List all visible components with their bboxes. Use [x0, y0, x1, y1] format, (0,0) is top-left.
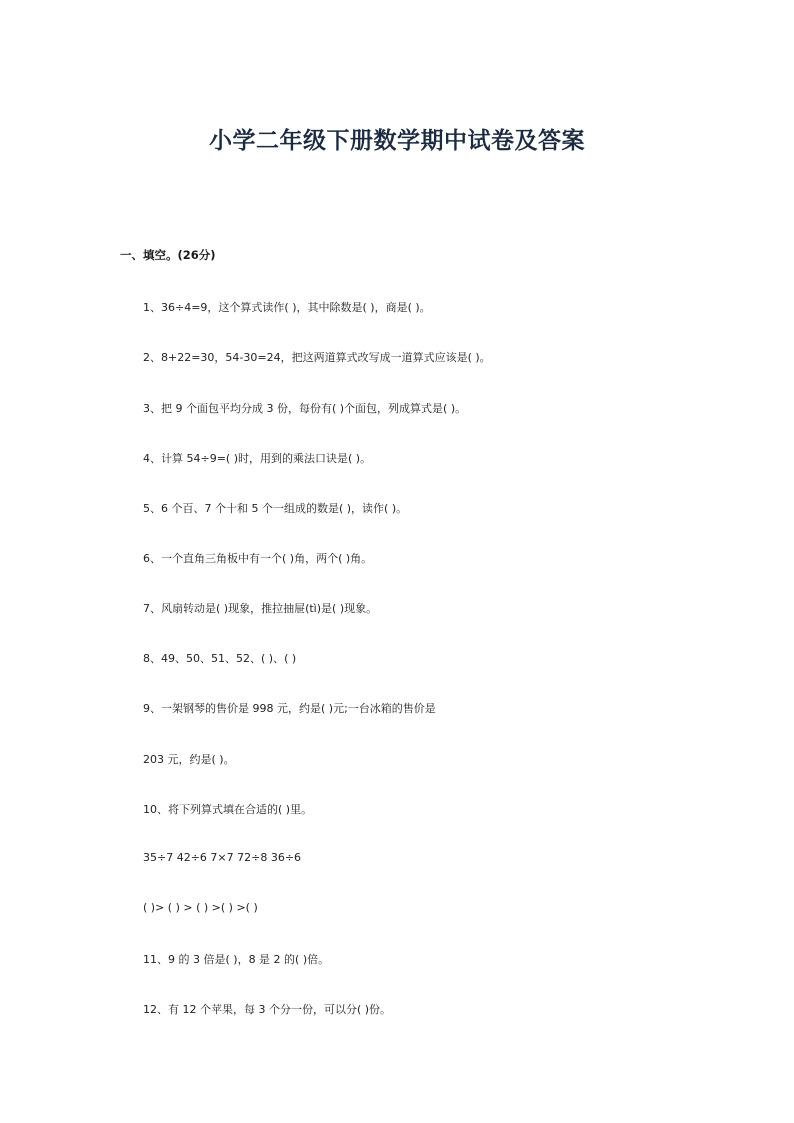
question-line: 35÷7 42÷6 7×7 72÷8 36÷6: [143, 851, 302, 864]
question-line: 8、49、50、51、52、( )、( ): [143, 652, 297, 665]
question-line: 5、6 个百、7 个十和 5 个一组成的数是( )，读作( )。: [143, 502, 408, 515]
question-line: 203 元，约是( )。: [143, 753, 235, 766]
section-heading: 一、填空。(26分): [120, 248, 216, 262]
question-line: 11、9 的 3 倍是( )，8 是 2 的( )倍。: [143, 953, 330, 966]
question-line: 10、将下列算式填在合适的( )里。: [143, 803, 313, 816]
question-line: 6、一个直角三角板中有一个( )角，两个( )角。: [143, 552, 373, 565]
question-line: 3、把 9 个面包平均分成 3 份，每份有( )个面包，列成算式是( )。: [143, 402, 467, 415]
question-line: 7、风扇转动是( )现象，推拉抽屉(tì)是( )现象。: [143, 602, 378, 615]
question-line: 12、有 12 个苹果，每 3 个分一份，可以分( )份。: [143, 1003, 392, 1016]
document-title: 小学二年级下册数学期中试卷及答案: [209, 128, 585, 154]
question-line: 1、36÷4=9，这个算式读作( )，其中除数是( )，商是( )。: [143, 301, 431, 314]
question-line: 4、计算 54÷9=( )时，用到的乘法口诀是( )。: [143, 452, 372, 465]
question-line: 2、8+22=30，54-30=24，把这两道算式改写成一道算式应该是( )。: [143, 351, 491, 364]
question-line: 9、一架钢琴的售价是 998 元，约是( )元;一台冰箱的售价是: [143, 702, 436, 715]
question-line: ( )> ( ) > ( ) >( ) >( ): [143, 901, 258, 914]
